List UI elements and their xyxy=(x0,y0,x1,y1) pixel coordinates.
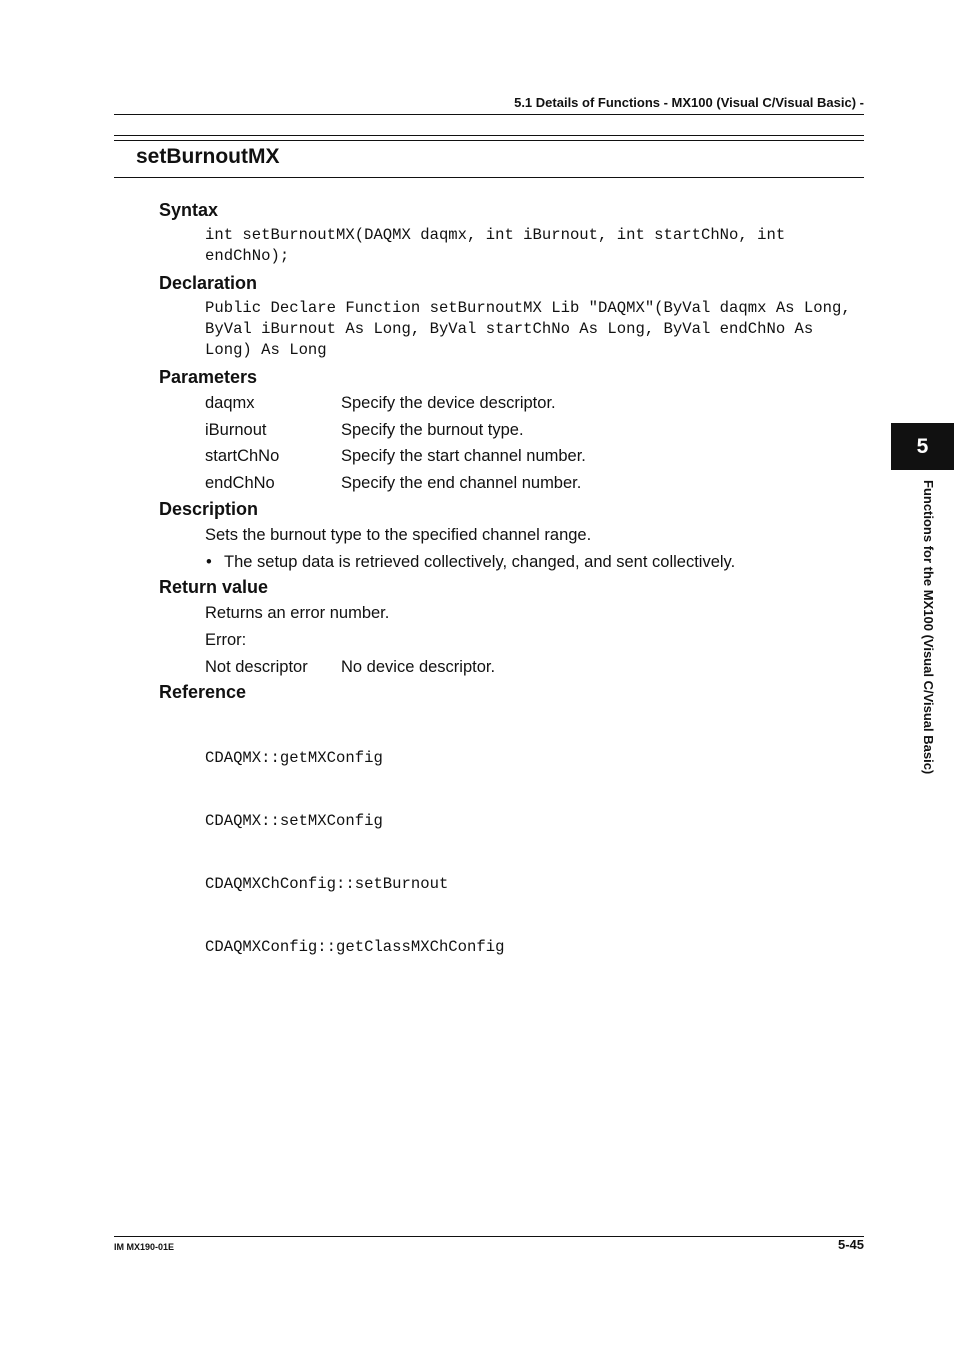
running-head: 5.1 Details of Functions - MX100 (Visual C/Visual Basic) - xyxy=(514,95,864,110)
return-value-heading: Return value xyxy=(159,577,269,598)
bullet-text: The setup data is retrieved collectively, changed, and sent collectively. xyxy=(224,552,736,571)
reference-item: CDAQMX::setMXConfig xyxy=(205,812,383,831)
parameter-desc: Specify the start channel number. xyxy=(341,447,586,466)
parameter-row xyxy=(205,443,864,470)
footer-doc-id: IM MX190-01E xyxy=(114,1242,175,1252)
return-value-section xyxy=(159,575,864,680)
main-content xyxy=(159,198,864,1004)
parameter-row xyxy=(205,417,864,444)
parameter-desc: Specify the end channel number. xyxy=(341,474,582,493)
title-rule-top xyxy=(114,135,864,136)
description-bullet xyxy=(205,549,864,576)
parameter-desc: Specify the device descriptor. xyxy=(341,394,556,412)
error-row xyxy=(205,654,864,681)
chapter-number: 5 xyxy=(916,434,929,458)
syntax-code: int setBurnoutMX(DAQMX daqmx, int iBurnout, int startChNo, int endChNo); xyxy=(205,226,795,265)
parameter-name: iBurnout xyxy=(205,420,267,439)
parameter-name: endChNo xyxy=(205,474,275,493)
footer-page-number: 5-45 xyxy=(837,1237,864,1252)
page-title: setBurnoutMX xyxy=(136,145,280,168)
parameters-heading: Parameters xyxy=(159,367,258,387)
syntax-section xyxy=(159,198,864,267)
reference-list xyxy=(205,706,864,1000)
declaration-code: Public Declare Function setBurnoutMX Lib "DAQMX"(ByVal daqmx As Long, ByVal iBurnout As Long, ByVal startChNo As Long, ByVal endChNo As Long) As Long xyxy=(205,299,861,359)
declaration-section xyxy=(159,271,864,361)
error-name: Not descriptor xyxy=(205,657,308,676)
title-rule-bottom xyxy=(114,177,864,178)
chapter-tab-label: Functions for the MX100 (Visual C/Visual Basic) xyxy=(921,480,936,775)
parameters-section xyxy=(159,365,864,497)
chapter-tab xyxy=(891,423,954,470)
return-value-text: Returns an error number. xyxy=(205,604,390,623)
reference-heading: Reference xyxy=(159,682,247,703)
parameter-desc: Specify the burnout type. xyxy=(341,420,524,439)
footer-rule xyxy=(114,1236,864,1237)
error-desc: No device descriptor. xyxy=(341,657,496,676)
syntax-heading: Syntax xyxy=(159,200,219,220)
reference-section xyxy=(159,680,864,1000)
error-label: Error: xyxy=(205,630,247,649)
description-heading: Description xyxy=(159,498,259,519)
description-section xyxy=(159,497,864,575)
description-text: Sets the burnout type to the specified channel range. xyxy=(205,525,592,544)
reference-item: CDAQMX::getMXConfig xyxy=(205,749,383,768)
reference-item: CDAQMXConfig::getClassMXChConfig xyxy=(205,938,505,957)
reference-item: CDAQMXChConfig::setBurnout xyxy=(205,875,449,894)
parameter-name: startChNo xyxy=(205,447,280,466)
parameter-row xyxy=(205,470,864,497)
declaration-heading: Declaration xyxy=(159,273,258,293)
parameter-row xyxy=(205,390,864,417)
bullet-mark: • xyxy=(206,552,212,571)
title-rule-top-2 xyxy=(114,140,864,141)
parameter-name: daqmx xyxy=(205,394,255,412)
header-rule xyxy=(114,114,864,115)
